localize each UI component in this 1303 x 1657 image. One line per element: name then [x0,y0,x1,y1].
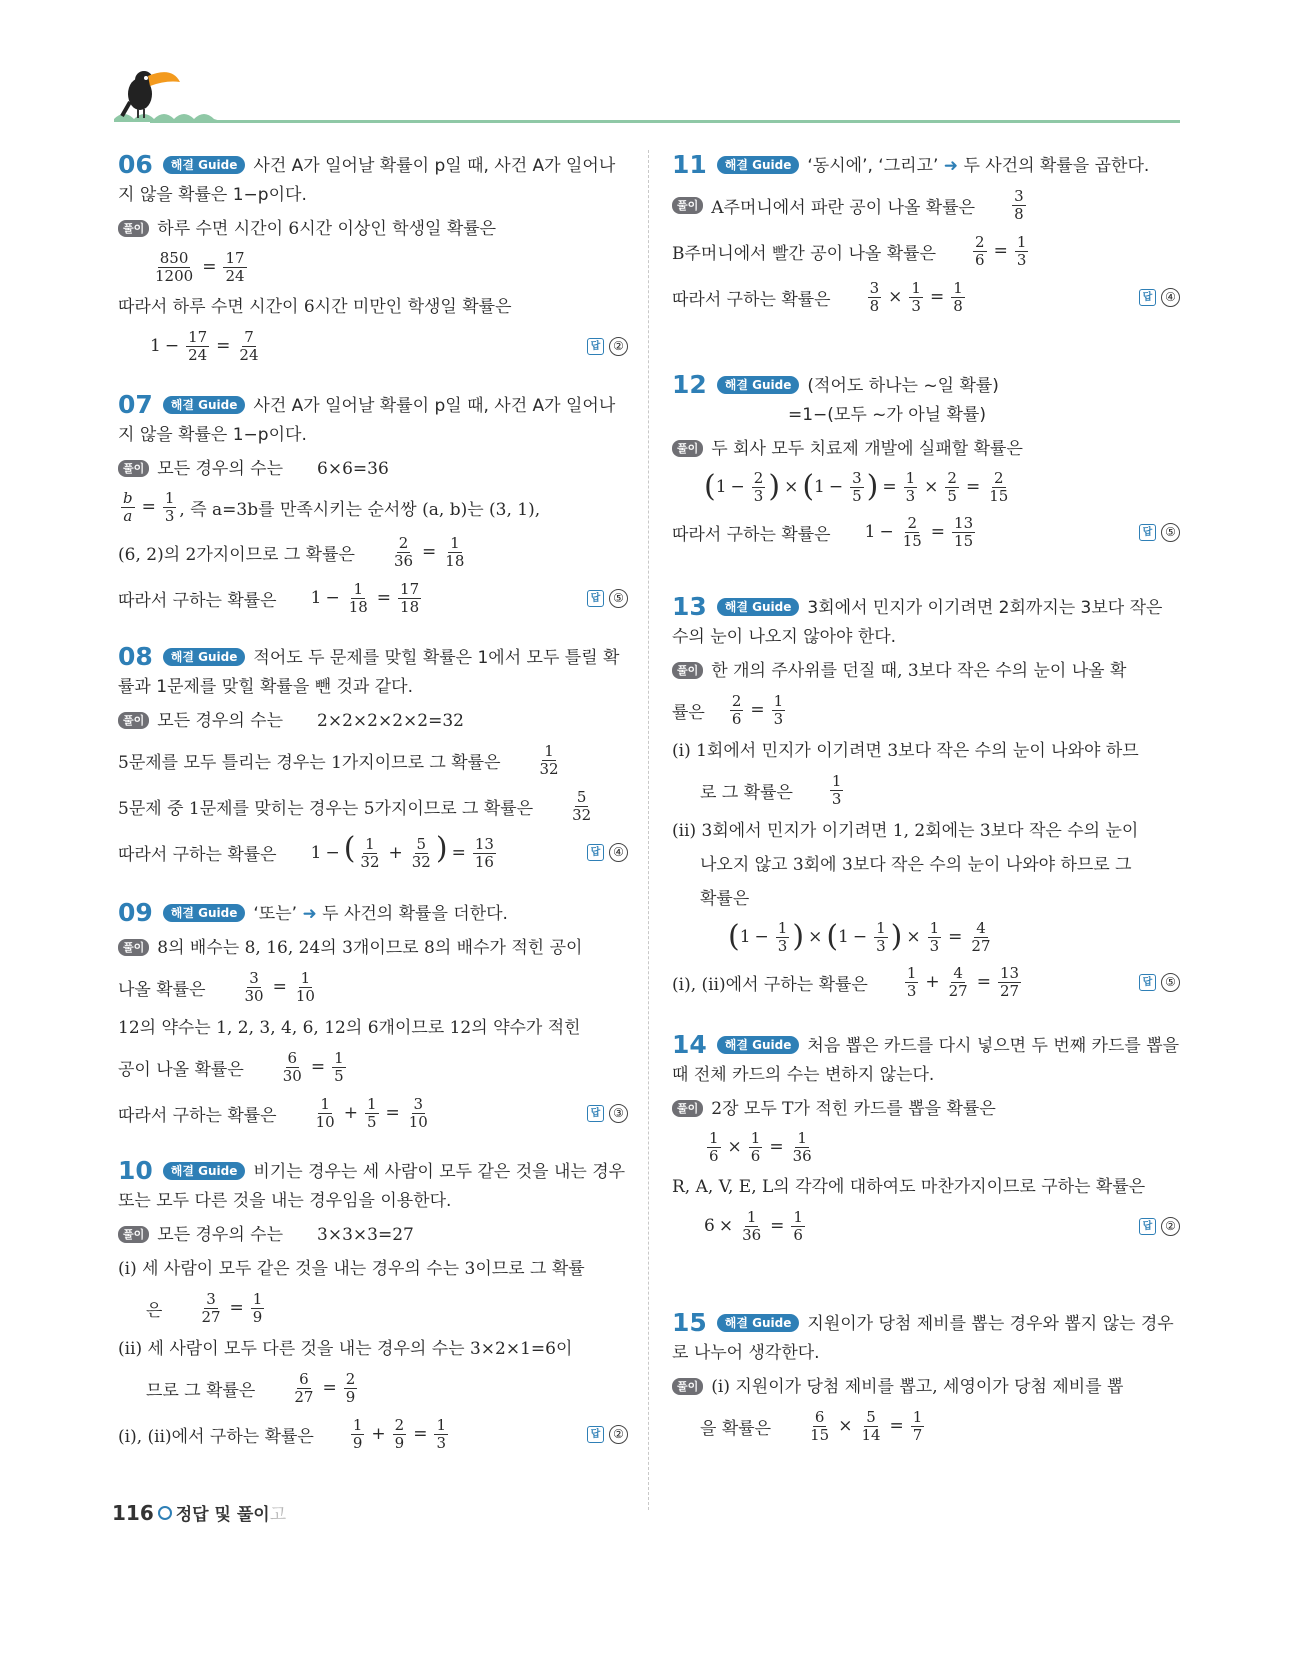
math-expression: $\frac{3}{8}$ [1014,186,1024,223]
answer-mark-icon: 답 [1139,289,1156,306]
problem-number: 08 [118,642,153,671]
solution-line: 므로 그 확률은 [146,1380,256,1401]
guide-text: 적어도 두 문제를 맞힐 확률은 1에서 모두 틀릴 확률과 1문제를 맞힐 확률을 뺀 것과 같다. [118,648,620,697]
problem-12 [672,370,1180,570]
arrow-icon: ➜ [302,904,317,924]
math-expression: ( 1 − $\frac{1}{3}$ ) × ( 1 − $\frac{1}{3}$ ) × $\frac{1}{3}$ = $\frac{4}{27}$ [728,918,991,955]
solution-line: 하루 수면 시간이 6시간 이상인 학생일 확률은 [157,219,497,239]
guide-badge: 해결 Guide [163,904,246,922]
right-column [672,150,1180,1450]
math-expression: $\frac{2}{6}$ = $\frac{1}{3}$ [975,232,1027,269]
solution-line: (ⅰ), (ⅱ)에서 구하는 확률은 [672,974,868,995]
solution-line: 은 [146,1300,163,1321]
math-expression: 1 − $\frac{1}{18}$ = $\frac{17}{18}$ [310,579,420,616]
solution-badge: 풀이 [672,1100,703,1117]
solution-badge: 풀이 [672,440,703,457]
solution-line: 나올 확률은 [118,979,206,1000]
solution-line: 나오지 않고 3회에 3보다 작은 수의 눈이 나와야 하므로 그 [700,855,1132,875]
answer-choice: ⑤ [609,589,628,608]
solution-badge: 풀이 [118,712,149,729]
problem-number: 12 [672,370,707,399]
problem-number: 14 [672,1030,707,1059]
math-expression: $\frac{3}{27}$ = $\frac{1}{9}$ [201,1289,263,1326]
math-expression: $\frac{1}{3}$ [831,771,842,808]
solution-line: (ⅰ) 세 사람이 모두 같은 것을 내는 경우의 수는 3이므로 그 확률 [118,1259,585,1279]
page-footer [112,1500,286,1525]
solution-line: (ⅰ) 지원이가 당첨 제비를 뽑고, 세영이가 당첨 제비를 뽑 [711,1377,1124,1397]
answer-mark-icon: 답 [587,1426,604,1443]
answer [1139,288,1180,307]
answer [587,1104,628,1123]
solution-badge: 풀이 [672,662,703,679]
math-expression: $\frac{1}{32}$ [539,741,559,778]
math-expression: $\frac{1}{3}$ + $\frac{4}{27}$ = $\frac{13}{27}$ [906,963,1020,1000]
answer-choice: ④ [609,843,628,862]
answer [587,337,628,356]
solution-line: 따라서 구하는 확률은 [118,1105,277,1126]
answer-choice: ④ [1161,288,1180,307]
guide-text: ‘동시에’, ‘그리고’ [807,156,939,176]
answer-mark-icon: 답 [587,590,604,607]
answer-choice: ⑤ [1161,523,1180,542]
answer-mark-icon: 답 [587,844,604,861]
math-expression: $\frac{5}{32}$ [572,787,592,824]
solution-line: 확률은 [700,889,750,909]
solution-line: 을 확률은 [700,1418,772,1439]
solution-line: 따라서 구하는 확률은 [672,289,831,310]
guide-badge: 해결 Guide [717,1314,800,1332]
guide-text: 3회에서 민지가 이기려면 2회까지는 3보다 작은 수의 눈이 나오지 않아야 한다. [672,598,1163,647]
solution-line: 따라서 하루 수면 시간이 6시간 미만인 학생일 확률은 [118,297,512,317]
problem-08 [118,642,628,878]
solution-line: (ⅰ), (ⅱ)에서 구하는 확률은 [118,1426,314,1447]
page-number: 116 [112,1500,154,1525]
solution-line: 률은 [672,702,705,723]
answer [1139,1217,1180,1236]
solution-line: A주머니에서 파란 공이 나올 확률은 [711,197,976,218]
problem-09 [118,898,628,1134]
solution-line: (ⅰ) 1회에서 민지가 이기려면 3보다 작은 수의 눈이 나와야 하므 [672,741,1139,761]
math-expression: $\frac{3}{30}$ = $\frac{1}{10}$ [244,968,315,1005]
solution-line: 따라서 구하는 확률은 [118,844,277,865]
solution-line: (ⅱ) 세 사람이 모두 다른 것을 내는 경우의 수는 3×2×1=6이 [118,1339,573,1359]
solution-line: 한 개의 주사위를 던질 때, 3보다 작은 수의 눈이 나올 확 [711,661,1127,681]
solution-line: 따라서 구하는 확률은 [118,590,277,611]
answer [587,843,628,862]
solution-line: 5문제를 모두 틀리는 경우는 1가지이므로 그 확률은 [118,752,501,773]
guide-text: 지원이가 당첨 제비를 뽑는 경우와 뽑지 않는 경우로 나누어 생각한다. [672,1314,1174,1363]
solution-line: 두 회사 모두 치료제 개발에 실패할 확률은 [711,439,1023,459]
guide-badge: 해결 Guide [717,598,800,616]
solution-line: 모든 경우의 수는 [157,1225,284,1245]
guide-text: 사건 A가 일어날 확률이 p일 때, 사건 A가 일어나지 않을 확률은 1−p이다. [118,156,616,205]
solution-line: 5문제 중 1문제를 맞히는 경우는 5가지이므로 그 확률은 [118,798,534,819]
footer-tail: 고 [269,1505,287,1525]
math-expression: $\frac{2}{6}$ = $\frac{1}{3}$ [731,691,784,728]
math-expression: $\frac{3}{8}$ × $\frac{1}{3}$ = $\frac{1}{8}$ [869,278,963,315]
solution-badge: 풀이 [118,939,149,956]
guide-text: 두 사건의 확률을 곱한다. [963,156,1150,176]
answer-choice: ② [1161,1217,1180,1236]
guide-text: 두 사건의 확률을 더한다. [322,904,508,924]
solution-badge: 풀이 [672,197,703,214]
guide-badge: 해결 Guide [163,156,246,174]
solution-line: 모든 경우의 수는 [157,459,284,479]
guide-badge: 해결 Guide [717,156,800,174]
solution-badge: 풀이 [118,1226,149,1243]
solution-line: R, A, V, E, L의 각각에 대하여도 마찬가지이므로 구하는 확률은 [672,1177,1146,1197]
math-expression: 1 − ( $\frac{1}{32}$ + $\frac{5}{32}$ ) = $\frac{13}{16}$ [310,830,494,871]
bullet-icon [158,1506,172,1520]
solution-line: 모든 경우의 수는 [157,711,284,731]
math-expression: $\frac{2}{36}$ = $\frac{1}{18}$ [393,533,465,570]
answer [1139,523,1180,542]
math-expression: 6×6=36 [317,459,389,479]
problem-number: 15 [672,1308,707,1337]
answer-mark-icon: 답 [587,338,604,355]
problem-11 [672,150,1180,350]
answer-choice: ③ [609,1104,628,1123]
problem-number: 07 [118,390,153,419]
solution-badge: 풀이 [118,460,149,477]
solution-line: 12의 약수는 1, 2, 3, 4, 6, 12의 6개이므로 12의 약수가 적힌 [118,1018,581,1038]
problem-number: 06 [118,150,153,179]
column-divider [648,150,649,1510]
answer-mark-icon: 답 [587,1105,604,1122]
guide-text: =1−(모두 ~가 아닐 확률) [788,405,986,425]
solution-badge: 풀이 [672,1378,703,1395]
guide-text: 비기는 경우는 세 사람이 모두 같은 것을 내는 경우 또는 모두 다른 것을 내는 경우임을 이용한다. [118,1162,626,1211]
guide-badge: 해결 Guide [717,376,800,394]
guide-text: ‘또는’ [253,904,298,924]
math-expression: 6 × $\frac{1}{36}$ = $\frac{1}{6}$ [704,1207,803,1244]
problem-number: 13 [672,592,707,621]
answer-choice: ② [609,1425,628,1444]
problem-number: 09 [118,898,153,927]
math-expression: 1 − $\frac{2}{15}$ = $\frac{13}{15}$ [864,513,974,550]
guide-badge: 해결 Guide [163,648,246,666]
toucan-icon [114,64,234,130]
problem-07 [118,390,628,622]
solution-line: (6, 2)의 2가지이므로 그 확률은 [118,544,355,565]
solution-line: (ⅱ) 3회에서 민지가 이기려면 1, 2회에는 3보다 작은 수의 눈이 [672,821,1139,841]
math-expression: $\frac{1}{6}$ × $\frac{1}{6}$ = $\frac{1}{36}$ [709,1128,812,1165]
problem-number: 10 [118,1156,153,1185]
footer-title: 정답 및 풀이 [175,1505,270,1525]
solution-line: 따라서 구하는 확률은 [672,524,831,545]
solution-badge: 풀이 [118,220,149,237]
answer-mark-icon: 답 [1139,974,1156,991]
answer-mark-icon: 답 [1139,524,1156,541]
answer [1139,973,1180,992]
arrow-icon: ➜ [943,156,959,176]
guide-badge: 해결 Guide [163,396,246,414]
math-expression: $\frac{850}{1200}$ = $\frac{17}{24}$ [155,248,245,285]
math-expression: 1 − $\frac{17}{24}$ = $\frac{7}{24}$ [150,327,259,364]
problem-13 [672,592,1180,1004]
answer-choice: ② [609,337,628,356]
solution-line: 2장 모두 T가 적힌 카드를 뽑을 확률은 [711,1099,996,1119]
problem-15 [672,1308,1180,1448]
problem-14 [672,1030,1180,1286]
guide-text: 사건 A가 일어날 확률이 p일 때, 사건 A가 일어나지 않을 확률은 1−p이다. [118,396,616,445]
header-rule [150,120,1180,123]
problem-number: 11 [672,150,707,179]
guide-badge: 해결 Guide [163,1162,246,1180]
guide-badge: 해결 Guide [717,1036,800,1054]
math-expression: $\frac{1}{10}$ + $\frac{1}{5}$ = $\frac{3}{10}$ [315,1094,428,1131]
solution-line: 로 그 확률은 [700,782,793,803]
answer [587,589,628,608]
guide-text: (적어도 하나는 ~일 확률) [807,376,999,396]
solution-line: , 즉 a=3b를 만족시키는 순서쌍 (a, b)는 (3, 1), [179,499,541,520]
math-expression: $\frac{6}{27}$ = $\frac{2}{9}$ [294,1369,356,1406]
answer-mark-icon: 답 [1139,1218,1156,1235]
math-expression: $\frac{6}{30}$ = $\frac{1}{5}$ [282,1048,344,1085]
left-column [118,150,628,1458]
math-expression: ( 1 − $\frac{2}{3}$ ) × ( 1 − $\frac{3}{5}$ ) = $\frac{1}{3}$ × $\frac{2}{5}$ = $\frac{2}{15}$ [704,468,1009,505]
math-expression: $\frac{b}{a}$ = $\frac{1}{3}$ , 즉 a=3b를 만족시키는 순서쌍 (a, b)는 (3, 1), [123,488,541,525]
answer-choice: ⑤ [1161,973,1180,992]
math-expression: 3×3×3=27 [317,1225,414,1245]
problem-10 [118,1156,628,1456]
solution-line: 8의 배수는 8, 16, 24의 3개이므로 8의 배수가 적힌 공이 [157,938,583,958]
problem-06 [118,150,628,368]
math-expression: $\frac{1}{9}$ + $\frac{2}{9}$ = $\frac{1}{3}$ [352,1415,446,1452]
solution-line: B주머니에서 빨간 공이 나올 확률은 [672,243,937,264]
solution-line: 공이 나올 확률은 [118,1059,244,1080]
math-expression: $\frac{6}{15}$ × $\frac{5}{14}$ = $\frac{1}{7}$ [810,1407,923,1444]
guide-text: 처음 뽑은 카드를 다시 넣으면 두 번째 카드를 뽑을 때 전체 카드의 수는 변하지 않는다. [672,1036,1180,1085]
math-expression: 2×2×2×2×2=32 [317,711,464,731]
answer [587,1425,628,1444]
